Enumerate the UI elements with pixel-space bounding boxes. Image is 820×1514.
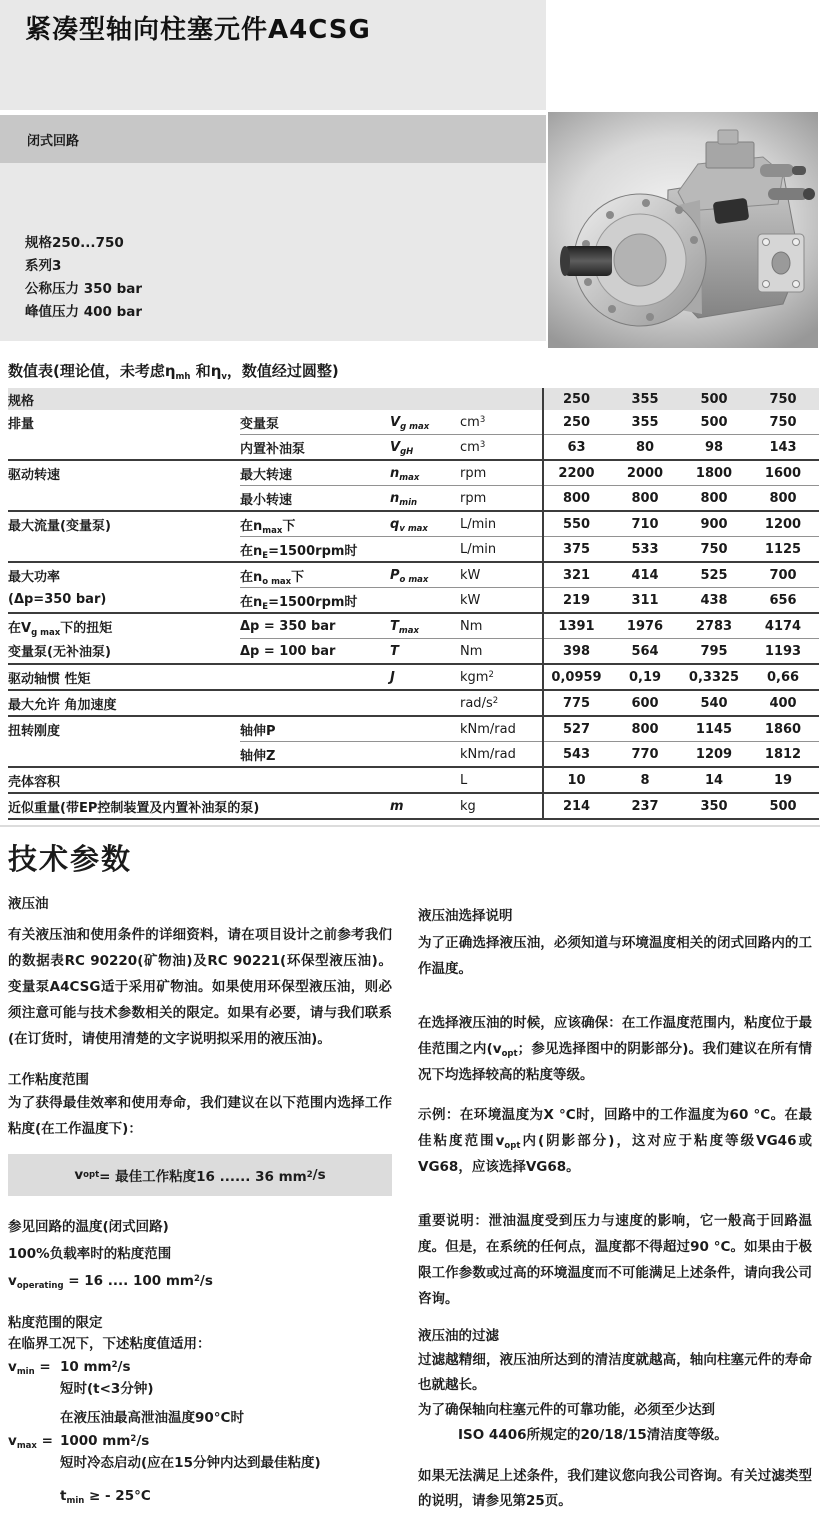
row-unit: L/min [460,537,543,563]
row-category [8,435,240,461]
row-value: 1193 [750,639,819,665]
row-category: 最大允许 角加速度 [8,690,240,716]
row-value: 710 [612,511,681,537]
row-category: (Δp=350 bar) [8,592,107,608]
row-value: 656 [750,588,819,614]
row-category: 变量泵(无补油泵) [8,645,111,661]
row-condition [240,793,390,819]
table-title: 数值表(理论值，未考虑$\eta_{mh}$ 和$\eta_v$，数值经过圆整) [8,362,339,382]
viscosity-range-paragraph: 为了获得最佳效率和使用寿命，我们建议在以下范围内选择工作粘度(在工作温度下)： [8,1095,392,1137]
table-row [8,664,819,690]
row-value: 1860 [750,716,819,742]
row-value: 1200 [750,511,819,537]
row-condition [240,690,390,716]
oil-selection-important-note: 重要说明：泄油温度受到压力与速度的影响，它一般高于回路温度。但是，在系统的任何点，温度都不得超过90 °C。如果由于极限工作参数或过高的环境温度而不可能满足上述条件，请向我公司咨询。 [418,1213,812,1307]
row-value: 540 [681,690,750,716]
row-value: 321 [543,562,612,588]
row-value: 1800 [681,460,750,486]
row-value: 10 [543,767,612,793]
oil-filtration-p2: 为了确保轴向柱塞元件的可靠功能，必须至少达到 [418,1402,715,1418]
spec-size-range: 规格250...750 [25,235,124,251]
oil-heading: 液压油 [8,896,49,912]
viscosity-reference-block [8,1214,392,1295]
row-value: 1976 [612,613,681,639]
row-condition: 轴伸P [240,716,390,742]
row-category: 排量 [8,416,35,432]
row-condition: 变量泵 [240,416,280,432]
row-value: 375 [543,537,612,563]
header-size-750: 750 [750,388,819,410]
row-condition [240,767,390,793]
row-value: 219 [543,588,612,614]
row-category: 驱动转速 [8,460,240,486]
row-value: 1600 [750,460,819,486]
oil-filtration-heading: 液压油的过滤 [418,1328,499,1344]
row-symbol [390,742,460,768]
vmin-note-1: 短时(t<3分钟) [60,1381,154,1397]
row-condition: Δp = 100 bar [240,639,390,665]
row-value: 543 [543,742,612,768]
vmax-value: 1000 $mm^2/s$ [60,1433,150,1449]
table-row [8,793,819,819]
row-value: 527 [543,716,612,742]
row-value: 800 [750,486,819,512]
header-size-355: 355 [612,388,681,410]
row-symbol [390,588,460,614]
row-value: 14 [681,767,750,793]
row-value: 350 [681,793,750,819]
row-value: 600 [612,690,681,716]
row-value: 0,3325 [681,664,750,690]
row-category: 最大流量(变量泵) [8,511,240,537]
row-value: 19 [750,767,819,793]
vmin-value: 10 $mm^2/s$ [60,1359,131,1375]
vmin-row [8,1356,392,1378]
row-category: 驱动轴惯 性矩 [8,664,240,690]
oil-filtration-cleanliness: ISO 4406所规定的20/18/15清洁度等级。 [458,1427,728,1443]
ref-line-operating: $v_{operating} = 16$ .... 100 $mm^2/s$ [8,1273,213,1291]
row-value: 795 [681,639,750,665]
table-row [8,613,819,639]
oil-filtration-p1: 过滤越精细，液压油所达到的清洁度就越高，轴向柱塞元件的寿命也就越长。 [418,1352,812,1393]
row-symbol: $P_{o max}$ [390,562,460,588]
row-unit: kW [460,562,543,588]
row-value: 775 [543,690,612,716]
row-symbol [390,716,460,742]
table-row [8,639,819,665]
spec-table-body [8,410,819,819]
row-unit: L/min [460,511,543,537]
row-category: 在$V_{g max}$下的扭矩 [8,613,240,639]
row-symbol [390,690,460,716]
ref-line-load: 100%负载率时的粘度范围 [8,1246,172,1262]
tmin-line: $t_{min}$ ≥ - 25°C [60,1488,151,1506]
row-symbol [390,537,460,563]
row-value: 900 [681,511,750,537]
row-value: 564 [612,639,681,665]
optimal-viscosity-box: v opt = 最佳工作粘度16 ...... 36 mm 2 /s [8,1154,392,1196]
two-column-text [8,878,812,1514]
row-symbol: $V_{gH}$ [390,435,460,461]
section-heading: 技术参数 [8,842,133,876]
oil-selection-heading: 液压油选择说明 [418,908,513,924]
row-value: 355 [631,414,659,430]
row-value: 0,66 [750,664,819,690]
spec-series: 系列3 [25,258,62,274]
row-unit: kgm$^2$ [460,664,543,690]
circuit-type-label: 闭式回路 [27,133,80,149]
row-condition: 最小转速 [240,486,390,512]
row-category [8,486,240,512]
table-row [8,767,819,793]
viscosity-range-heading: 工作粘度范围 [8,1072,89,1088]
row-value: 63 [543,435,612,461]
left-column [8,878,392,1514]
pump-illustration [548,112,818,348]
row-value: 1125 [750,537,819,563]
row-symbol: $n_{max}$ [390,460,460,486]
row-condition: 轴伸Z [240,742,390,768]
row-value: 438 [681,588,750,614]
table-row [8,742,819,768]
row-value: 1812 [750,742,819,768]
row-value: 500 [700,414,728,430]
row-value: 770 [612,742,681,768]
table-row [8,460,819,486]
row-symbol: J [390,664,460,690]
oil-paragraph: 有关液压油和使用条件的详细资料，请在项目设计之前参考我们的数据表RC 90220(矿物油)及RC 90221(环保型液压油)。变量泵A4CSG适于采用矿物油。如果使用环保型液压油，则必须注意可能与技术参数相关的限定。如果有必要，请与我们联系(在订货时，请使用清楚的文字说明拟采用的液压油)。 [8,927,392,1047]
row-value: 750 [681,537,750,563]
table-row [8,511,819,537]
row-condition: 在$n_{max}$下 [240,511,390,537]
row-value: 750 [769,414,797,430]
row-condition: 在$n_E=1500rpm$时 [240,537,390,563]
row-value: 80 [612,435,681,461]
row-value: 525 [681,562,750,588]
row-value: 500 [750,793,819,819]
row-category: 近似重量(带EP控制装置及内置补油泵的泵) [8,793,240,819]
oil-selection-p1: 为了正确选择液压油，必须知道与环境温度相关的闭式回路内的工作温度。 [418,935,812,977]
row-value: 250 [543,410,612,435]
oil-selection-p2: 在选择液压油的时候，应该确保：在工作温度范围内，粘度位于最佳范围之内($v_{opt}$；参见选择图中的阴影部分)。我们建议在所有情况下均选择较高的粘度等级。 [418,1015,812,1083]
row-symbol: T [390,639,460,665]
row-category [8,742,240,768]
row-condition [240,664,390,690]
row-value: 414 [612,562,681,588]
table-bottom-rule [0,825,820,827]
row-symbol [390,767,460,793]
row-symbol: $T_{max}$ [390,613,460,639]
row-unit: $cm^3$ [460,435,543,461]
ref-line-circuit: 参见回路的温度(闭式回路) [8,1219,169,1235]
row-value: 214 [543,793,612,819]
row-value: 2000 [612,460,681,486]
viscosity-limit-heading: 粘度范围的限定 [8,1315,103,1331]
row-value: 4174 [750,613,819,639]
row-unit: rpm [460,460,543,486]
table-row [8,588,819,614]
table-row [8,562,819,588]
row-value: 1391 [543,613,612,639]
product-photo [548,112,818,348]
row-value: 398 [543,639,612,665]
vmax-row [8,1430,392,1452]
hero-section [0,0,820,348]
row-unit: kg [460,793,543,819]
row-symbol: m [390,793,460,819]
row-unit: Nm [460,613,543,639]
row-value: 143 [750,435,819,461]
row-symbol: $n_{min}$ [390,486,460,512]
vmin-note-2: 在液压油最高泄油温度90°C时 [60,1410,244,1426]
row-condition: 内置补油泵 [240,435,390,461]
row-category: 扭转刚度 [8,716,240,742]
row-category: 壳体容积 [8,767,240,793]
row-value: 800 [612,716,681,742]
oil-filtration-p4: 如果无法满足上述条件，我们建议您向我公司咨询。有关过滤类型的说明，请参见第25页。 [418,1468,812,1509]
vmax-note: 短时冷态启动(应在15分钟内达到最佳粘度) [60,1455,321,1471]
row-value: 237 [612,793,681,819]
row-unit: Nm [460,639,543,665]
header-size-500: 500 [681,388,750,410]
table-row [8,690,819,716]
row-value: 2783 [681,613,750,639]
row-value: 0,19 [612,664,681,690]
row-value: 98 [681,435,750,461]
row-value: 8 [612,767,681,793]
circuit-band [0,115,546,163]
table-row [8,537,819,563]
vmax-label: $v_{max}$ = [8,1433,53,1451]
header-size-250: 250 [543,388,612,410]
title-block [0,0,546,110]
table-header-row [8,388,819,410]
row-unit: $cm^3$ [460,414,486,430]
row-symbol: $q_{v max}$ [390,511,460,537]
row-condition: 最大转速 [240,460,390,486]
row-value: 533 [612,537,681,563]
row-value: 2200 [543,460,612,486]
row-value: 550 [543,511,612,537]
row-category [8,537,240,563]
row-unit: rad/$s^2$ [460,690,543,716]
row-category: 最大功率 [8,562,240,588]
row-unit: L [460,767,543,793]
row-unit: kNm/rad [460,742,543,768]
row-condition: Δp = 350 bar [240,613,390,639]
row-value: 0,0959 [543,664,612,690]
row-value: 311 [612,588,681,614]
viscosity-limit-paragraph: 在临界工况下，下述粘度值适用： [8,1336,211,1352]
spec-peak-pressure: 峰值压力 400 bar [25,304,143,320]
table-row [8,435,819,461]
row-value: 800 [543,486,612,512]
right-column [418,878,812,1514]
row-value: 700 [750,562,819,588]
row-value: 800 [612,486,681,512]
row-value: 1145 [681,716,750,742]
row-unit: kNm/rad [460,716,543,742]
page-title: 紧凑型轴向柱塞元件A4CSG [25,15,371,45]
row-unit: rpm [460,486,543,512]
table-row [8,486,819,512]
row-condition: 在$n_E=1500rpm$时 [240,588,390,614]
spec-table [8,388,819,820]
row-unit: kW [460,588,543,614]
spec-nominal-pressure: 公称压力 350 bar [25,281,143,297]
key-specs [0,163,546,341]
row-value: 1209 [681,742,750,768]
table-row [8,716,819,742]
row-value: 400 [750,690,819,716]
table-row [8,410,819,435]
oil-selection-example: 示例：在环境温度为X °C时，回路中的工作温度为60 °C。在最佳粘度范围$v_{opt}$内(阴影部分)，这对应于粘度等级VG46或VG68，应该选择VG68。 [418,1107,812,1175]
header-spec-label: 规格 [8,388,543,410]
row-value: 800 [681,486,750,512]
vmin-label: $v_{min}$ = [8,1359,51,1377]
row-condition: 在$n_{o max}$下 [240,562,390,588]
row-symbol: $V_{g max}$ [390,414,430,432]
